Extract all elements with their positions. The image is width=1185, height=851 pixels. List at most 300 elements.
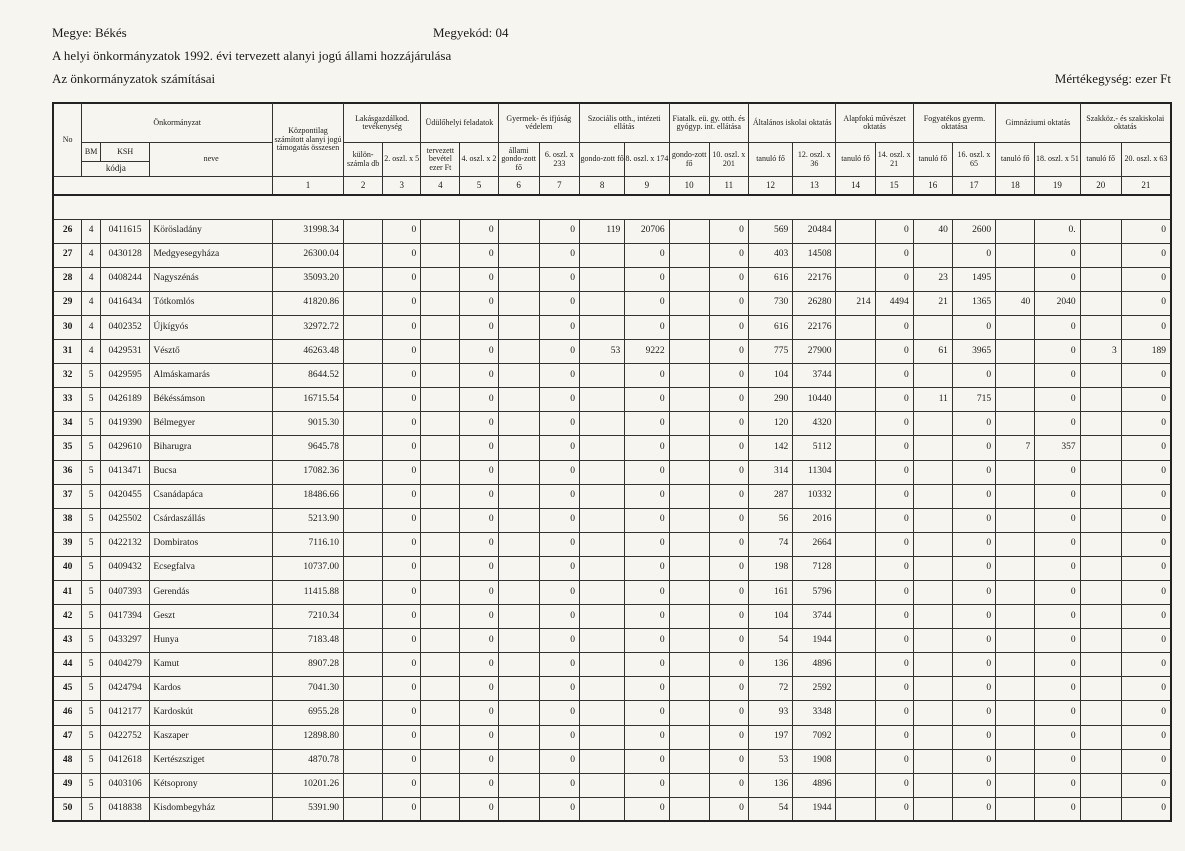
value-cell: 0 <box>1121 388 1171 412</box>
municipality-name: Kardoskút <box>150 701 273 725</box>
value-cell: 0 <box>1121 677 1171 701</box>
column-number: 6 <box>498 177 539 196</box>
table-row <box>53 243 1171 267</box>
value-cell <box>669 412 709 436</box>
value-cell <box>421 629 460 653</box>
value-cell: 0 <box>625 315 669 339</box>
value-cell <box>421 364 460 388</box>
value-cell <box>836 581 875 605</box>
value-cell <box>421 315 460 339</box>
value-cell <box>913 508 952 532</box>
municipality-name: Biharugra <box>150 436 273 460</box>
value-cell <box>996 388 1035 412</box>
value-cell: 0 <box>709 508 748 532</box>
value-cell: 46263.48 <box>272 340 343 364</box>
header-sub: tanuló fő <box>913 143 952 177</box>
value-cell: 56 <box>748 508 792 532</box>
value-cell: 72 <box>748 677 792 701</box>
value-cell: 9222 <box>625 340 669 364</box>
value-cell: 0 <box>875 532 913 556</box>
value-cell: 0 <box>625 532 669 556</box>
value-cell <box>421 291 460 315</box>
value-cell: 3 <box>1080 340 1121 364</box>
header-group: Alapfokú művészet oktatás <box>836 103 913 143</box>
municipality-name: Nagyszénás <box>150 267 273 291</box>
value-cell: 0 <box>875 797 913 821</box>
value-cell <box>344 797 383 821</box>
value-cell: 0 <box>460 653 498 677</box>
table-row <box>53 267 1171 291</box>
ksh-code: 0411615 <box>100 219 149 243</box>
value-cell: 357 <box>1035 436 1080 460</box>
value-cell: 0 <box>383 701 421 725</box>
value-cell <box>579 388 624 412</box>
value-cell: 0 <box>625 243 669 267</box>
value-cell <box>996 460 1035 484</box>
table-row <box>53 797 1171 821</box>
bm-code: 5 <box>82 364 101 388</box>
row-gap <box>53 195 1171 219</box>
value-cell: 2016 <box>793 508 836 532</box>
value-cell: 0 <box>1121 556 1171 580</box>
column-number: 5 <box>460 177 498 196</box>
value-cell <box>669 725 709 749</box>
value-cell <box>836 388 875 412</box>
value-cell <box>579 629 624 653</box>
value-cell <box>836 532 875 556</box>
value-cell: 0 <box>460 388 498 412</box>
bm-code: 5 <box>82 773 101 797</box>
value-cell <box>344 315 383 339</box>
bm-code: 4 <box>82 243 101 267</box>
value-cell <box>669 749 709 773</box>
header-sub: 16. oszl. x 65 <box>952 143 995 177</box>
column-number: 15 <box>875 177 913 196</box>
value-cell: 0 <box>709 388 748 412</box>
value-cell: 0 <box>952 677 995 701</box>
value-cell: 0 <box>1035 267 1080 291</box>
value-cell: 0 <box>952 653 995 677</box>
table-row <box>53 364 1171 388</box>
value-cell: 0 <box>460 605 498 629</box>
value-cell <box>996 581 1035 605</box>
value-cell: 0 <box>875 677 913 701</box>
value-cell <box>498 340 539 364</box>
value-cell: 0 <box>952 629 995 653</box>
value-cell: 0 <box>875 749 913 773</box>
value-cell: 0 <box>539 267 579 291</box>
bm-code: 5 <box>82 484 101 508</box>
value-cell: 17082.36 <box>272 460 343 484</box>
value-cell <box>344 388 383 412</box>
municipality-name: Kertészsziget <box>150 749 273 773</box>
municipality-name: Gerendás <box>150 581 273 605</box>
bm-code: 5 <box>82 797 101 821</box>
value-cell <box>1080 532 1121 556</box>
value-cell: 0 <box>709 629 748 653</box>
value-cell <box>421 388 460 412</box>
header-group: Általános iskolai oktatás <box>748 103 836 143</box>
municipality-name: Békéssámson <box>150 388 273 412</box>
bm-code: 4 <box>82 219 101 243</box>
value-cell: 0 <box>875 581 913 605</box>
header-sub: 4. oszl. x 2 <box>460 143 498 177</box>
value-cell: 0 <box>709 581 748 605</box>
value-cell: 0 <box>709 267 748 291</box>
value-cell: 0 <box>875 267 913 291</box>
value-cell <box>344 340 383 364</box>
value-cell <box>996 797 1035 821</box>
value-cell: 0 <box>709 315 748 339</box>
value-cell <box>498 701 539 725</box>
value-cell: 287 <box>748 484 792 508</box>
value-cell: 0 <box>625 725 669 749</box>
header-sub: tanuló fő <box>836 143 875 177</box>
value-cell <box>913 436 952 460</box>
header-sub: állami gondo-zott fő <box>498 143 539 177</box>
table-row <box>53 556 1171 580</box>
value-cell: 0 <box>952 315 995 339</box>
value-cell: 93 <box>748 701 792 725</box>
value-cell: 0 <box>1121 581 1171 605</box>
column-number: 21 <box>1121 177 1171 196</box>
value-cell <box>498 243 539 267</box>
value-cell <box>836 267 875 291</box>
municipality-name: Kétsoprony <box>150 773 273 797</box>
column-number: 18 <box>996 177 1035 196</box>
column-number: 12 <box>748 177 792 196</box>
value-cell <box>579 749 624 773</box>
value-cell <box>996 243 1035 267</box>
value-cell: 0 <box>383 412 421 436</box>
column-number: 10 <box>669 177 709 196</box>
column-number: 14 <box>836 177 875 196</box>
value-cell <box>498 412 539 436</box>
value-cell <box>1080 267 1121 291</box>
row-number: 38 <box>53 508 82 532</box>
value-cell: 41820.86 <box>272 291 343 315</box>
value-cell: 7092 <box>793 725 836 749</box>
value-cell <box>836 797 875 821</box>
value-cell <box>669 364 709 388</box>
table-row <box>53 508 1171 532</box>
value-cell: 0 <box>383 773 421 797</box>
header-sub: 12. oszl. x 36 <box>793 143 836 177</box>
header-sub: 8. oszl. x 174 <box>625 143 669 177</box>
value-cell: 0 <box>1121 773 1171 797</box>
value-cell: 0 <box>1121 605 1171 629</box>
value-cell <box>913 484 952 508</box>
value-cell: 0 <box>460 412 498 436</box>
table-row <box>53 532 1171 556</box>
value-cell: 0 <box>539 388 579 412</box>
table-row <box>53 219 1171 243</box>
bm-code: 5 <box>82 508 101 532</box>
value-cell: 0 <box>952 243 995 267</box>
ksh-code: 0433297 <box>100 629 149 653</box>
value-cell: 0 <box>875 219 913 243</box>
row-number: 36 <box>53 460 82 484</box>
ksh-code: 0403106 <box>100 773 149 797</box>
row-number: 46 <box>53 701 82 725</box>
value-cell <box>913 749 952 773</box>
row-number: 50 <box>53 797 82 821</box>
value-cell <box>498 581 539 605</box>
value-cell: 0 <box>875 340 913 364</box>
value-cell: 2600 <box>952 219 995 243</box>
value-cell: 0 <box>460 315 498 339</box>
ksh-code: 0417394 <box>100 605 149 629</box>
value-cell <box>669 291 709 315</box>
value-cell: 32972.72 <box>272 315 343 339</box>
value-cell: 0 <box>875 556 913 580</box>
row-number: 41 <box>53 581 82 605</box>
bm-code: 4 <box>82 291 101 315</box>
value-cell: 0 <box>1121 412 1171 436</box>
value-cell <box>913 653 952 677</box>
value-cell <box>913 629 952 653</box>
row-number: 27 <box>53 243 82 267</box>
column-number: 16 <box>913 177 952 196</box>
value-cell <box>1080 629 1121 653</box>
header-sub: gondo-zott fő <box>579 143 624 177</box>
value-cell: 0 <box>1121 291 1171 315</box>
ksh-code: 0430128 <box>100 243 149 267</box>
value-cell <box>1080 773 1121 797</box>
value-cell <box>836 629 875 653</box>
header-sub: tervezett bevétel ezer Ft <box>421 143 460 177</box>
value-cell: 0 <box>1121 460 1171 484</box>
value-cell: 0 <box>539 605 579 629</box>
value-cell <box>996 605 1035 629</box>
value-cell: 0 <box>952 412 995 436</box>
value-cell <box>669 677 709 701</box>
value-cell: 11 <box>913 388 952 412</box>
value-cell: 0 <box>539 243 579 267</box>
value-cell: 61 <box>913 340 952 364</box>
value-cell <box>996 556 1035 580</box>
value-cell: 0 <box>460 677 498 701</box>
value-cell <box>579 797 624 821</box>
value-cell <box>579 581 624 605</box>
value-cell <box>579 291 624 315</box>
municipality-name: Körösladány <box>150 219 273 243</box>
table-row <box>53 605 1171 629</box>
value-cell <box>579 773 624 797</box>
municipality-name: Kisdombegyház <box>150 797 273 821</box>
value-cell <box>836 508 875 532</box>
value-cell <box>421 605 460 629</box>
value-cell <box>996 701 1035 725</box>
value-cell: 0 <box>625 677 669 701</box>
value-cell: 0 <box>875 725 913 749</box>
value-cell: 1944 <box>793 629 836 653</box>
value-cell: 0 <box>460 749 498 773</box>
header-sub: gondo-zott fő <box>669 143 709 177</box>
value-cell <box>579 460 624 484</box>
value-cell: 22176 <box>793 315 836 339</box>
value-cell <box>1080 677 1121 701</box>
row-number: 42 <box>53 605 82 629</box>
value-cell: 0 <box>1035 749 1080 773</box>
value-cell: 0 <box>875 460 913 484</box>
value-cell: 0 <box>625 653 669 677</box>
value-cell: 2040 <box>1035 291 1080 315</box>
value-cell <box>913 556 952 580</box>
table-row <box>53 412 1171 436</box>
value-cell <box>913 677 952 701</box>
ksh-code: 0419390 <box>100 412 149 436</box>
value-cell: 3744 <box>793 364 836 388</box>
value-cell: 0 <box>1035 581 1080 605</box>
value-cell: 8644.52 <box>272 364 343 388</box>
row-number: 49 <box>53 773 82 797</box>
row-number: 35 <box>53 436 82 460</box>
value-cell: 0 <box>952 797 995 821</box>
value-cell <box>344 653 383 677</box>
value-cell <box>498 725 539 749</box>
value-cell <box>1080 581 1121 605</box>
value-cell: 7 <box>996 436 1035 460</box>
value-cell: 0 <box>460 581 498 605</box>
row-number: 26 <box>53 219 82 243</box>
value-cell: 0 <box>952 773 995 797</box>
value-cell: 10201.26 <box>272 773 343 797</box>
value-cell: 0 <box>460 291 498 315</box>
ksh-code: 0429531 <box>100 340 149 364</box>
value-cell: 11415.88 <box>272 581 343 605</box>
value-cell: 0 <box>460 364 498 388</box>
value-cell <box>1080 291 1121 315</box>
value-cell: 715 <box>952 388 995 412</box>
value-cell: 0 <box>875 364 913 388</box>
value-cell: 0 <box>875 629 913 653</box>
value-cell: 0 <box>709 219 748 243</box>
ksh-code: 0422752 <box>100 725 149 749</box>
value-cell: 0 <box>1121 436 1171 460</box>
value-cell: 0 <box>539 532 579 556</box>
table-row <box>53 484 1171 508</box>
table-row <box>53 725 1171 749</box>
value-cell <box>344 364 383 388</box>
value-cell <box>836 556 875 580</box>
value-cell <box>579 315 624 339</box>
header-sub: 10. oszl. x 201 <box>709 143 748 177</box>
value-cell: 4896 <box>793 773 836 797</box>
bm-code: 4 <box>82 340 101 364</box>
value-cell: 0 <box>875 508 913 532</box>
value-cell <box>836 436 875 460</box>
header-bm: BM <box>82 143 101 162</box>
value-cell: 0 <box>383 532 421 556</box>
value-cell: 0 <box>625 291 669 315</box>
value-cell: 10332 <box>793 484 836 508</box>
value-cell <box>344 460 383 484</box>
value-cell <box>1080 508 1121 532</box>
value-cell: 104 <box>748 364 792 388</box>
value-cell: 0 <box>460 340 498 364</box>
value-cell <box>421 773 460 797</box>
value-cell: 0 <box>383 629 421 653</box>
value-cell <box>498 267 539 291</box>
value-cell: 53 <box>748 749 792 773</box>
value-cell: 14508 <box>793 243 836 267</box>
value-cell <box>344 629 383 653</box>
value-cell: 0 <box>460 773 498 797</box>
table-row <box>53 629 1171 653</box>
value-cell <box>913 364 952 388</box>
header-group: Szociális otth., intézeti ellátás <box>579 103 669 143</box>
value-cell <box>498 508 539 532</box>
ksh-code: 0409432 <box>100 556 149 580</box>
value-cell: 0. <box>1035 219 1080 243</box>
value-cell <box>669 388 709 412</box>
municipality-name: Bélmegyer <box>150 412 273 436</box>
value-cell: 0 <box>539 484 579 508</box>
value-cell <box>913 315 952 339</box>
value-cell: 0 <box>1121 725 1171 749</box>
value-cell: 0 <box>709 605 748 629</box>
value-cell <box>344 773 383 797</box>
ksh-code: 0416434 <box>100 291 149 315</box>
bm-code: 5 <box>82 629 101 653</box>
value-cell: 0 <box>383 340 421 364</box>
header-sub: tanuló fő <box>1080 143 1121 177</box>
municipality-name: Csanádapáca <box>150 484 273 508</box>
value-cell: 21 <box>913 291 952 315</box>
value-cell: 0 <box>709 725 748 749</box>
header-group: Üdülőhelyi feladatok <box>421 103 498 143</box>
value-cell: 104 <box>748 605 792 629</box>
value-cell <box>669 797 709 821</box>
header-group: Szakköz.- és szakiskolai oktatás <box>1080 103 1171 143</box>
value-cell: 0 <box>625 773 669 797</box>
table-row <box>53 340 1171 364</box>
header-sub: külön-számla db <box>344 143 383 177</box>
value-cell: 197 <box>748 725 792 749</box>
value-cell: 0 <box>383 581 421 605</box>
value-cell: 189 <box>1121 340 1171 364</box>
value-cell: 0 <box>952 508 995 532</box>
value-cell: 20706 <box>625 219 669 243</box>
value-cell <box>913 460 952 484</box>
header-sub: tanuló fő <box>748 143 792 177</box>
value-cell: 0 <box>1035 460 1080 484</box>
value-cell: 0 <box>1035 532 1080 556</box>
value-cell: 3965 <box>952 340 995 364</box>
value-cell: 74 <box>748 532 792 556</box>
value-cell <box>996 749 1035 773</box>
header-sub: 14. oszl. x 21 <box>875 143 913 177</box>
value-cell <box>836 605 875 629</box>
value-cell: 0 <box>539 556 579 580</box>
value-cell <box>836 219 875 243</box>
value-cell: 0 <box>383 797 421 821</box>
value-cell <box>579 364 624 388</box>
value-cell <box>344 291 383 315</box>
value-cell <box>579 605 624 629</box>
value-cell <box>1080 749 1121 773</box>
value-cell: 0 <box>875 773 913 797</box>
ksh-code: 0402352 <box>100 315 149 339</box>
bm-code: 5 <box>82 701 101 725</box>
value-cell: 0 <box>625 460 669 484</box>
value-cell: 5213.90 <box>272 508 343 532</box>
value-cell: 0 <box>539 291 579 315</box>
value-cell: 10440 <box>793 388 836 412</box>
value-cell: 0 <box>383 749 421 773</box>
value-cell <box>1080 388 1121 412</box>
